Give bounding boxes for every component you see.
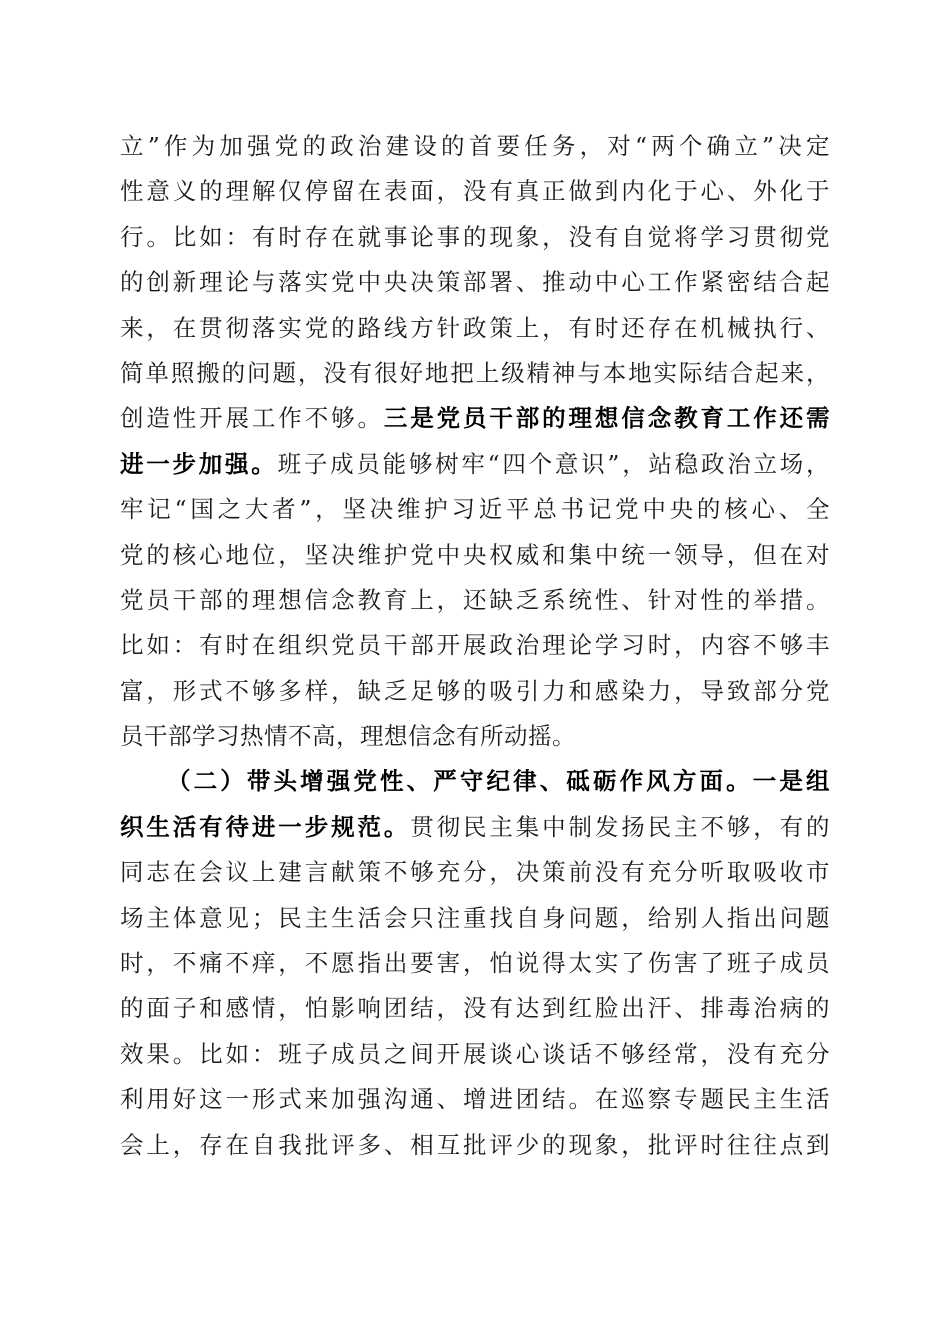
paragraph-text: 立”作为加强党的政治建设的首要任务，对“两个确立”决定 [120,132,830,160]
paragraph-text: 员干部学习热情不高，理想信念有所动摇。 [120,722,576,751]
paragraph-text: 会上，存在自我批评多、相互批评少的现象，批评时往往点到 [120,1130,830,1159]
paragraph-text: 比如：有时在组织党员干部开展政治理论学习时，内容不够丰 [120,631,830,660]
text-line [120,850,830,895]
paragraph-text: 简单照搬的问题，没有很好地把上级精神与本地实际结合起来， [120,358,830,387]
paragraph-text: 班子成员能够树牢“四个意识”，站稳政治立场， [277,449,831,478]
text-line [120,306,830,351]
paragraph-text: 同志在会议上建言献策不够充分，决策前没有充分听取吸收市 [120,858,830,887]
text-line [120,442,830,487]
text-line [120,533,830,578]
text-line [120,351,830,396]
paragraph-text: 的面子和感情，怕影响团结，没有达到红脸出汗、排毒治病的 [120,994,830,1023]
text-line [120,396,830,441]
body-text [120,124,830,1168]
text-line [120,805,830,850]
paragraph-text: 的创新理论与落实党中央决策部署、推动中心工作紧密结合起 [120,268,830,297]
text-line [120,1077,830,1122]
paragraph-text: 效果。比如：班子成员之间开展谈心谈话不够经常，没有充分 [120,1039,830,1068]
paragraph-text: 富，形式不够多样，缺乏足够的吸引力和感染力，导致部分党 [120,676,830,705]
text-line [120,714,830,759]
paragraph-text: 贯彻民主集中制发扬民主不够，有的 [410,812,831,841]
paragraph-text: 党的核心地位，坚决维护党中央权威和集中统一领导，但在对 [120,540,830,569]
bold-heading-text: 三是党员干部的理想信念教育工作还需 [383,404,831,433]
bold-heading-text: 织生活有待进一步规范。 [120,812,411,841]
text-line [120,759,830,804]
paragraph-text: 性意义的理解仅停留在表面，没有真正做到内化于心、外化于 [120,177,830,206]
paragraph-text: 行。比如：有时存在就事论事的现象，没有自觉将学习贯彻党 [120,222,830,251]
paragraph-text: 来，在贯彻落实党的路线方针政策上，有时还存在机械执行、 [120,313,830,342]
paragraph-text: 利用好这一形式来加强沟通、增进团结。在巡察专题民主生活 [120,1085,830,1114]
text-line [120,669,830,714]
text-line [120,1123,830,1168]
text-line [120,124,830,169]
paragraph-text: 场主体意见；民主生活会只注重找自身问题，给别人指出问题 [120,903,830,932]
paragraph-text: 牢记“国之大者”，坚决维护习近平总书记党中央的核心、全 [120,495,830,524]
text-line [120,487,830,532]
text-line [120,578,830,623]
text-line [120,623,830,668]
text-line [120,896,830,941]
text-line [120,260,830,305]
text-line [120,986,830,1031]
bold-heading-text: 进一步加强。 [120,449,278,478]
text-line [120,1032,830,1077]
text-line [120,215,830,260]
paragraph-text: 时，不痛不痒，不愿指出要害，怕说得太实了伤害了班子成员 [120,949,830,978]
paragraph-text: 创造性开展工作不够。 [120,404,384,433]
bold-heading-text: （二）带头增强党性、严守纪律、砥砺作风方面。一是组 [167,767,830,796]
text-line [120,941,830,986]
paragraph-text: 党员干部的理想信念教育上，还缺乏系统性、针对性的举措。 [120,585,830,614]
text-line [120,169,830,214]
